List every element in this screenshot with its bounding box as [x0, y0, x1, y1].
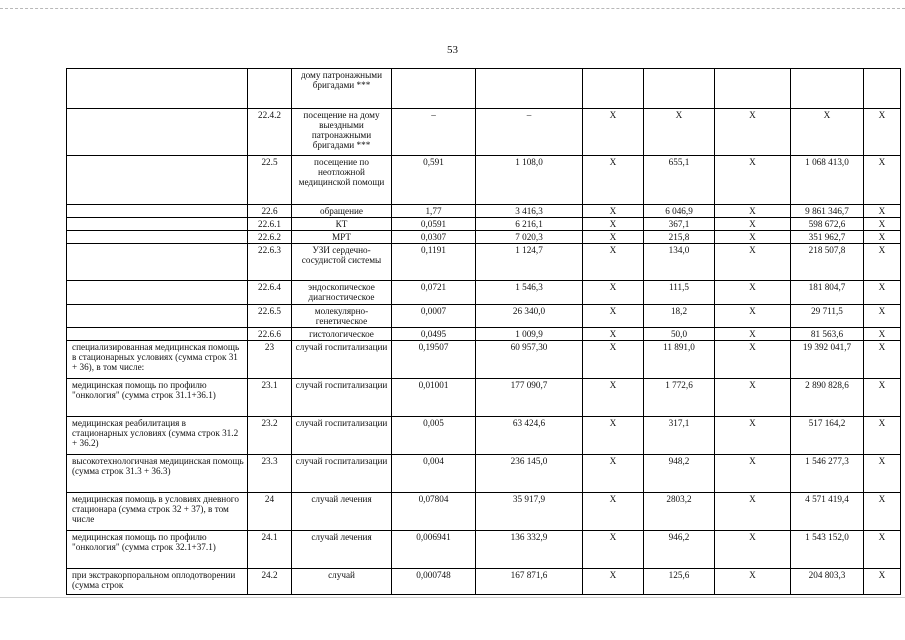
table-cell-c4: 0,004 [392, 455, 476, 493]
table-cell-c3: случай лечения [292, 531, 392, 569]
table-cell-c1 [67, 305, 248, 328]
table-cell-c3: случай госпитализации [292, 455, 392, 493]
table-cell-c7: 367,1 [644, 218, 715, 231]
table-cell-c10: Х [864, 417, 901, 455]
table-cell-c1: при экстракорпоральном оплодотворении (сумма строк [67, 569, 248, 595]
table-cell-c7: 125,6 [644, 569, 715, 595]
table-cell-c3: УЗИ сердечно-сосудистой системы [292, 244, 392, 281]
table-cell-c2: 23 [248, 341, 292, 379]
table-cell-c4: 0,591 [392, 156, 476, 205]
table-cell-c4: 0,0007 [392, 305, 476, 328]
table-cell-c4: 1,77 [392, 205, 476, 218]
table-cell-c4: 0,006941 [392, 531, 476, 569]
table-cell-c10: Х [864, 281, 901, 305]
table-cell-c4: 0,1191 [392, 244, 476, 281]
table-cell-c3: случай госпитализации [292, 379, 392, 417]
table-cell-c9: Х [791, 109, 864, 156]
table-cell-c5: 236 145,0 [476, 455, 583, 493]
table-cell-c2: 22.6.4 [248, 281, 292, 305]
table-cell-c10: Х [864, 569, 901, 595]
table-cell-c3: гистологическое [292, 328, 392, 341]
table-cell-c9: 598 672,6 [791, 218, 864, 231]
table-cell-c7: 18,2 [644, 305, 715, 328]
table-cell-c6: Х [583, 156, 644, 205]
table-cell-c8: Х [715, 218, 791, 231]
table-cell-c4: 0,01001 [392, 379, 476, 417]
table-row [67, 493, 901, 531]
table-cell-c5: 35 917,9 [476, 493, 583, 531]
table-cell-c9: 181 804,7 [791, 281, 864, 305]
table-cell-c9 [791, 69, 864, 109]
table-cell-c10: Х [864, 328, 901, 341]
table-cell-c3: случай лечения [292, 493, 392, 531]
table-row [67, 417, 901, 455]
table-cell-c5: 136 332,9 [476, 531, 583, 569]
table-cell-c8: Х [715, 531, 791, 569]
table-cell-c7: 946,2 [644, 531, 715, 569]
table-row [67, 455, 901, 493]
table-cell-c7: 50,0 [644, 328, 715, 341]
table-cell-c4: 0,005 [392, 417, 476, 455]
table-cell-c6: Х [583, 417, 644, 455]
table-cell-c4 [392, 69, 476, 109]
table-row [67, 569, 901, 595]
table-cell-c6: Х [583, 109, 644, 156]
table-cell-c6: Х [583, 244, 644, 281]
table-cell-c9: 2 890 828,6 [791, 379, 864, 417]
table-row [67, 156, 901, 205]
table-cell-c9: 351 962,7 [791, 231, 864, 244]
table-cell-c10 [864, 69, 901, 109]
table-cell-c3: посещение по неотложной медицинской помощи [292, 156, 392, 205]
table-cell-c9: 1 546 277,3 [791, 455, 864, 493]
table-cell-c3: случай [292, 569, 392, 595]
table-cell-c5 [476, 69, 583, 109]
table-cell-c7: Х [644, 109, 715, 156]
table-cell-c6: Х [583, 531, 644, 569]
table-cell-c1 [67, 109, 248, 156]
table-cell-c3: КТ [292, 218, 392, 231]
table-cell-c9: 1 068 413,0 [791, 156, 864, 205]
table-row [67, 218, 901, 231]
table-cell-c1: высокотехнологичная медицинская помощь (сумма строк 31.3 + 36.3) [67, 455, 248, 493]
table-cell-c5: 3 416,3 [476, 205, 583, 218]
table-cell-c4: 0,19507 [392, 341, 476, 379]
table-cell-c9: 517 164,2 [791, 417, 864, 455]
table-cell-c8 [715, 69, 791, 109]
table-cell-c10: Х [864, 244, 901, 281]
table-cell-c6: Х [583, 231, 644, 244]
table-cell-c6: Х [583, 281, 644, 305]
table-cell-c5: 6 216,1 [476, 218, 583, 231]
table-cell-c10: Х [864, 305, 901, 328]
table-cell-c9: 9 861 346,7 [791, 205, 864, 218]
table-cell-c9: 1 543 152,0 [791, 531, 864, 569]
table-cell-c5: 60 957,30 [476, 341, 583, 379]
table-cell-c1 [67, 281, 248, 305]
table-cell-c10: Х [864, 341, 901, 379]
table-row [67, 531, 901, 569]
table-cell-c2: 23.1 [248, 379, 292, 417]
table-cell-c5: 1 009,9 [476, 328, 583, 341]
table-cell-c6: Х [583, 569, 644, 595]
table-cell-c7: 6 046,9 [644, 205, 715, 218]
table-cell-c9: 81 563,6 [791, 328, 864, 341]
table-cell-c6: Х [583, 493, 644, 531]
table-cell-c1 [67, 231, 248, 244]
table-cell-c8: Х [715, 379, 791, 417]
table-cell-c8: Х [715, 281, 791, 305]
table-cell-c2: 22.6.3 [248, 244, 292, 281]
table-cell-c8: Х [715, 417, 791, 455]
table-cell-c5: – [476, 109, 583, 156]
table-cell-c4: 0,0307 [392, 231, 476, 244]
table-cell-c1: медицинская помощь по профилю "онкология" (сумма строк 32.1+37.1) [67, 531, 248, 569]
table-cell-c7: 215,8 [644, 231, 715, 244]
table-row [67, 281, 901, 305]
table-cell-c6: Х [583, 205, 644, 218]
table-cell-c1 [67, 69, 248, 109]
table-cell-c2: 22.6.6 [248, 328, 292, 341]
table-cell-c8: Х [715, 305, 791, 328]
table-row [67, 231, 901, 244]
table-cell-c8: Х [715, 231, 791, 244]
table-cell-c7: 111,5 [644, 281, 715, 305]
table-cell-c8: Х [715, 109, 791, 156]
table-cell-c2 [248, 69, 292, 109]
table-row [67, 305, 901, 328]
table-cell-c8: Х [715, 493, 791, 531]
table-cell-c8: Х [715, 156, 791, 205]
table-cell-c6 [583, 69, 644, 109]
table-cell-c2: 24.1 [248, 531, 292, 569]
table-body [67, 69, 901, 595]
table-cell-c1: медицинская помощь в условиях дневного стационара (сумма строк 32 + 37), в том числе [67, 493, 248, 531]
table-cell-c1: медицинская помощь по профилю "онкология" (сумма строк 31.1+36.1) [67, 379, 248, 417]
table-cell-c4: 0,0495 [392, 328, 476, 341]
table-cell-c4: 0,0721 [392, 281, 476, 305]
scan-top-edge [0, 8, 905, 9]
scan-bottom-edge [0, 597, 905, 598]
table-cell-c8: Х [715, 341, 791, 379]
table-cell-c1 [67, 156, 248, 205]
page-number: 53 [447, 44, 458, 56]
table-cell-c8: Х [715, 569, 791, 595]
financing-table [66, 68, 901, 595]
table-cell-c1 [67, 328, 248, 341]
table-cell-c8: Х [715, 328, 791, 341]
table-cell-c2: 22.6.5 [248, 305, 292, 328]
table-cell-c5: 7 020,3 [476, 231, 583, 244]
table-cell-c6: Х [583, 455, 644, 493]
table-cell-c5: 1 546,3 [476, 281, 583, 305]
table-cell-c5: 63 424,6 [476, 417, 583, 455]
table-cell-c8: Х [715, 244, 791, 281]
table-cell-c7: 948,2 [644, 455, 715, 493]
table-cell-c9: 218 507,8 [791, 244, 864, 281]
table-cell-c6: Х [583, 341, 644, 379]
table-cell-c7: 1 772,6 [644, 379, 715, 417]
table-cell-c2: 23.3 [248, 455, 292, 493]
table-cell-c5: 26 340,0 [476, 305, 583, 328]
table-cell-c1 [67, 205, 248, 218]
table-cell-c7: 317,1 [644, 417, 715, 455]
table-cell-c3: эндоскопическое диагностическое [292, 281, 392, 305]
table-cell-c5: 177 090,7 [476, 379, 583, 417]
table-cell-c10: Х [864, 156, 901, 205]
table-row [67, 205, 901, 218]
table-cell-c10: Х [864, 218, 901, 231]
table-cell-c10: Х [864, 379, 901, 417]
table-cell-c2: 23.2 [248, 417, 292, 455]
table-cell-c3: молекулярно-генетическое [292, 305, 392, 328]
table-cell-c8: Х [715, 205, 791, 218]
table-cell-c3: дому патронажными бригадами *** [292, 69, 392, 109]
table-cell-c7: 655,1 [644, 156, 715, 205]
table-cell-c6: Х [583, 305, 644, 328]
table-cell-c7 [644, 69, 715, 109]
table-cell-c1 [67, 244, 248, 281]
table-cell-c7: 134,0 [644, 244, 715, 281]
table-cell-c1 [67, 218, 248, 231]
table-row [67, 69, 901, 109]
table-cell-c8: Х [715, 455, 791, 493]
table-cell-c9: 4 571 419,4 [791, 493, 864, 531]
table-row [67, 328, 901, 341]
table-cell-c5: 1 124,7 [476, 244, 583, 281]
table-cell-c3: случай госпитализации [292, 341, 392, 379]
table-cell-c2: 22.6 [248, 205, 292, 218]
table-cell-c1: медицинская реабилитация в стационарных условиях (сумма строк 31.2 + 36.2) [67, 417, 248, 455]
table-cell-c6: Х [583, 328, 644, 341]
table-cell-c2: 22.4.2 [248, 109, 292, 156]
table-cell-c9: 204 803,3 [791, 569, 864, 595]
table-cell-c4: 0,07804 [392, 493, 476, 531]
table-cell-c10: Х [864, 455, 901, 493]
table-cell-c10: Х [864, 109, 901, 156]
table-cell-c1: специализированная медицинская помощь в стационарных условиях (сумма строк 31 + 36), в том числе: [67, 341, 248, 379]
table-cell-c10: Х [864, 531, 901, 569]
table-cell-c7: 11 891,0 [644, 341, 715, 379]
table-cell-c6: Х [583, 218, 644, 231]
table-cell-c2: 24.2 [248, 569, 292, 595]
table-cell-c2: 22.6.1 [248, 218, 292, 231]
table-cell-c10: Х [864, 205, 901, 218]
table-row [67, 244, 901, 281]
table-cell-c3: МРТ [292, 231, 392, 244]
table-cell-c2: 22.6.2 [248, 231, 292, 244]
table-cell-c4: – [392, 109, 476, 156]
table-cell-c7: 2803,2 [644, 493, 715, 531]
table-row [67, 379, 901, 417]
table-cell-c4: 0,000748 [392, 569, 476, 595]
table-cell-c3: посещение на дому выездными патронажными бригадами *** [292, 109, 392, 156]
table-cell-c3: случай госпитализации [292, 417, 392, 455]
table-cell-c5: 1 108,0 [476, 156, 583, 205]
table-row [67, 341, 901, 379]
table-cell-c9: 29 711,5 [791, 305, 864, 328]
table-cell-c10: Х [864, 493, 901, 531]
table-cell-c10: Х [864, 231, 901, 244]
table-cell-c2: 22.5 [248, 156, 292, 205]
table-cell-c9: 19 392 041,7 [791, 341, 864, 379]
table-cell-c3: обращение [292, 205, 392, 218]
table-cell-c4: 0,0591 [392, 218, 476, 231]
table-row [67, 109, 901, 156]
table-cell-c5: 167 871,6 [476, 569, 583, 595]
table-cell-c2: 24 [248, 493, 292, 531]
table-cell-c6: Х [583, 379, 644, 417]
